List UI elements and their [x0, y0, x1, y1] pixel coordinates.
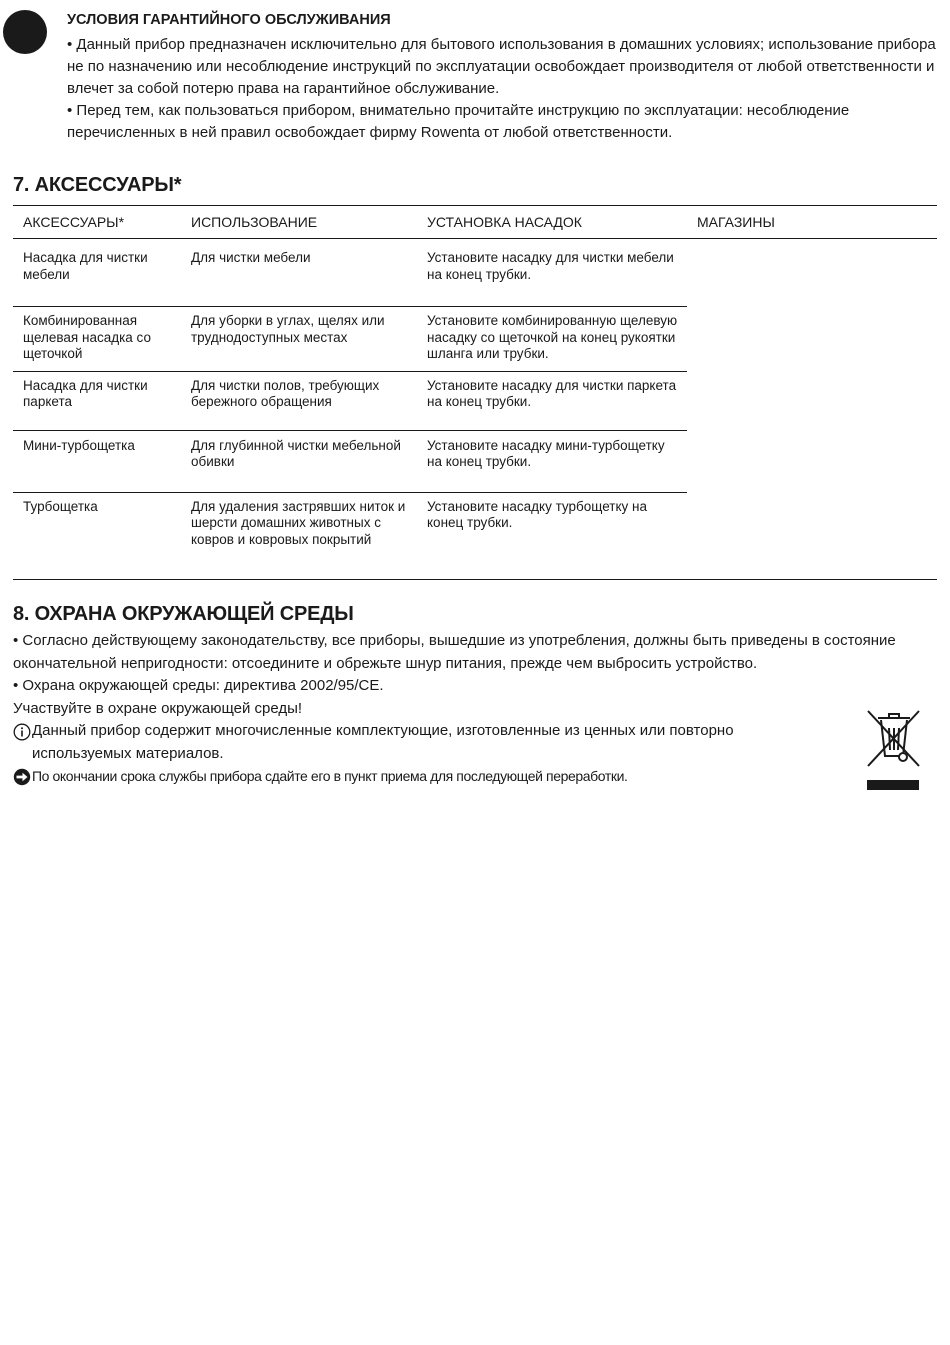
usage-cell: Для удаления застрявших ниток и шерсти домашних животных с ковров и ковровых покрытий: [191, 498, 406, 547]
warranty-section: [67, 11, 937, 144]
recycle-note: [13, 765, 938, 793]
recycle-note-text: По окончании срока службы прибора сдайте его в пункт приема для последующей переработки.: [32, 768, 628, 784]
environment-section: [13, 630, 938, 793]
accessory-name-cell: Насадка для чистки паркета: [13, 371, 181, 430]
accessories-heading: 7. АКСЕССУАРЫ*: [13, 174, 182, 196]
info-note-text: Данный прибор содержит многочисленные комплектующие, изготовленные из ценных или повторно используемых материалов.: [32, 722, 734, 762]
shops-cell: [687, 307, 937, 372]
table-row: [13, 492, 937, 563]
environment-paragraph-3: Участвуйте в охране окружающей среды!: [13, 699, 303, 717]
installation-cell: Установите насадку мини-турбощетку на конец трубки.: [417, 430, 687, 492]
info-circle-icon: [13, 720, 32, 749]
table-row: [13, 430, 937, 492]
arrow-right-circle-icon: [13, 765, 32, 793]
column-header-usage: ИСПОЛЬЗОВАНИЕ: [181, 206, 417, 239]
accessory-name-cell: Турбощетка: [23, 498, 98, 514]
page-marker-circle: [3, 10, 47, 54]
environment-heading: 8. ОХРАНА ОКРУЖАЮЩЕЙ СРЕДЫ: [13, 603, 354, 625]
installation-cell: Установите насадку для чистки мебели на конец трубки.: [417, 239, 687, 307]
info-note: [13, 720, 938, 765]
column-header-accessory: АКСЕССУАРЫ*: [13, 206, 181, 239]
accessory-name-cell: Комбинированная щелевая насадка со щеточкой: [13, 307, 181, 372]
column-header-shops: МАГАЗИНЫ: [687, 206, 937, 239]
shops-cell: [687, 239, 937, 307]
usage-cell: Для чистки мебели: [181, 239, 417, 307]
table-header-row: [13, 206, 937, 239]
usage-cell: Для глубинной чистки мебельной обивки: [181, 430, 417, 492]
accessory-name-cell: Насадка для чистки мебели: [13, 239, 181, 307]
shops-cell: [687, 430, 937, 492]
shops-cell: [687, 371, 937, 430]
accessories-table: [13, 205, 937, 563]
usage-cell: Для уборки в углах, щелях или труднодоступных местах: [181, 307, 417, 372]
installation-cell: Установите комбинированную щелевую насадку со щеточкой на конец рукоятки шланга или трубки.: [417, 307, 687, 372]
usage-cell: Для чистки полов, требующих бережного обращения: [181, 371, 417, 430]
installation-cell: Установите насадку для чистки паркета на конец трубки.: [417, 371, 687, 430]
table-bottom-rule: [13, 579, 937, 580]
column-header-installation: УСТАНОВКА НАСАДОК: [417, 206, 687, 239]
table-row: [13, 307, 937, 372]
warranty-title: УСЛОВИЯ ГАРАНТИЙНОГО ОБСЛУЖИВАНИЯ: [67, 12, 391, 28]
environment-paragraph-1: • Согласно действующему законодательству, все приборы, вышедшие из употребления, должны быть приведены в состояние окончательной непригодности: отсоедините и обрежьте шнур питания, прежде чем выбросить устройство.: [13, 632, 896, 672]
accessory-name-cell: Мини-турбощетка: [13, 430, 181, 492]
warranty-paragraph-2: • Перед тем, как пользоваться прибором, внимательно прочитайте инструкцию по эксплуатации: несоблюдение перечисленных в ней правил освобождает фирму Rowenta от любой ответственности.: [67, 102, 850, 141]
table-row: [13, 239, 937, 307]
shops-cell: [687, 492, 937, 563]
installation-cell: Установите насадку турбощетку на конец трубки.: [427, 498, 647, 530]
warranty-paragraph-1: • Данный прибор предназначен исключительно для бытового использования в домашних условиях; использование прибора не по назначению или несоблюдение инструкций по эксплуатации освобождает производителя от любой ответственности и влечет за собой потерю права на гарантийное обслуживание.: [67, 36, 936, 97]
environment-paragraph-2: • Охрана окружающей среды: директива 2002/95/CE.: [13, 677, 384, 694]
crossed-out-wheelie-bin-icon: [863, 706, 923, 794]
table-row: [13, 371, 937, 430]
